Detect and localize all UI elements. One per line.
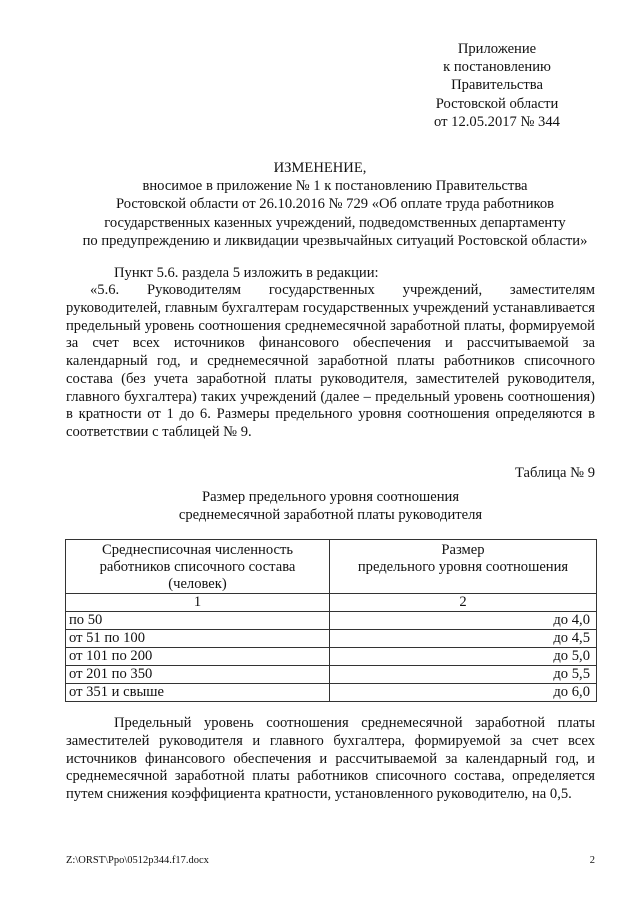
ratio-cell: до 6,0 [330,684,597,702]
appendix-block [400,40,594,131]
column-number: 2 [330,594,597,612]
intro-paragraph: Пункт 5.6. раздела 5 изложить в редакции: [114,265,379,281]
appendix-line: Приложение [457,41,537,57]
table-title-line: среднемесячной заработной платы руководителя [178,507,483,524]
table-row [66,630,597,648]
ratio-cell: до 4,0 [330,612,597,630]
appendix-line: к постановлению [443,59,551,76]
ratio-cell: до 5,5 [330,666,597,684]
table-row [66,666,597,684]
table-row [66,612,597,630]
appendix-line: Ростовской области [435,95,559,112]
document-subtitle [66,177,604,251]
appendix-line: от 12.05.2017 № 344 [434,113,560,130]
column-number-row [66,594,597,612]
table-title [66,488,595,525]
column-number: 1 [66,594,330,612]
headcount-cell: от 351 и свыше [66,684,330,702]
subtitle-line: по предупреждению и ликвидации чрезвычайных ситуаций Ростовской области» [82,233,588,250]
subtitle-line: Ростовской области от 26.10.2016 № 729 «Об оплате труда работников [115,196,555,213]
ratio-table [65,539,597,702]
header-headcount [66,540,330,594]
appendix-line: Правительства [451,77,543,94]
table-label: Таблица № 9 [515,465,595,481]
headcount-cell: по 50 [66,612,330,630]
header-ratio [330,540,597,594]
table-row [66,684,597,702]
ratio-cell: до 5,0 [330,648,597,666]
document-title: ИЗМЕНЕНИЕ, [273,160,367,176]
table-header-row [66,540,597,594]
headcount-cell: от 201 по 350 [66,666,330,684]
header-line: предельного уровня соотношения [357,558,569,575]
ratio-cell: до 4,5 [330,630,597,648]
header-line: работников списочного состава [99,558,296,575]
header-line: (человек) [168,575,227,592]
table-title-line: Размер предельного уровня соотношения [201,489,460,505]
footer-file-path: Z:\ORST\Ppo\0512p344.f17.docx [66,855,209,866]
page-number: 2 [589,855,595,866]
header-line: Среднесписочная численность [101,541,294,558]
header-line: Размер [441,541,485,558]
headcount-cell: от 101 по 200 [66,648,330,666]
table-row [66,648,597,666]
subtitle-line: государственных казенных учреждений, подведомственных департаменту [104,214,566,231]
final-paragraph: Предельный уровень соотношения среднемесячной заработной платы заместителей руководителя и главного бухгалтера, формируемой за счет всех источников финансового обеспечения и рассчитываемой за календарный год, и среднемесячной заработной платы работников списочного состава, определяется путем снижения коэффициента кратности, установленного руководителю, на 0,5. [66,715,595,802]
main-paragraph: «5.6. Руководителям государственных учреждений, заместителям руководителей, главным бухгалтерам государственных учреждений устанавливается предельный уровень соотношения среднемесячной заработной платы, формируемой за счет всех источников финансового обеспечения и рассчитываемой за календарный год, и среднемесячной заработной платы работников списочного состава (без учета заработной платы руководителя, заместителей руководителя, главного бухгалтера) таких учреждений (далее – предельный уровень соотношения) в кратности от 1 до 6. Размеры предельного уровня соотношения определяются в соответствии с таблицей № 9. [66,282,595,440]
headcount-cell: от 51 по 100 [66,630,330,648]
subtitle-line: вносимое в приложение № 1 к постановлению Правительства [142,178,528,194]
